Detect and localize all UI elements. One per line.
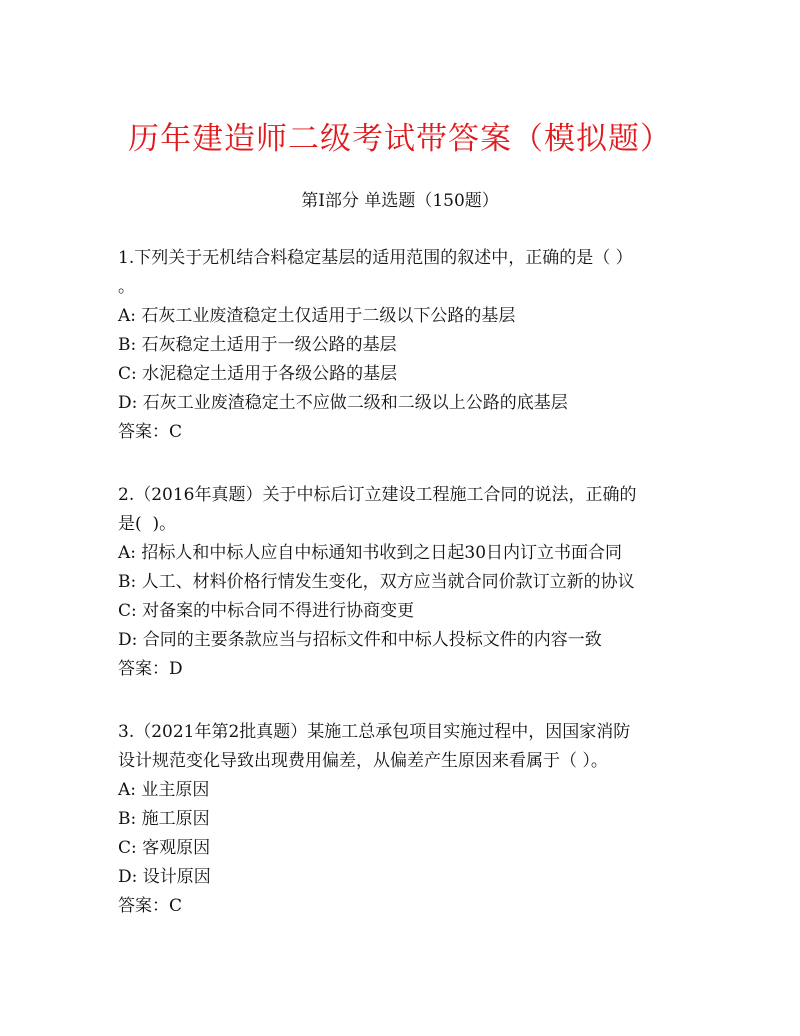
option-b: B: 石灰稳定土适用于一级公路的基层: [118, 335, 397, 355]
option-d: D: 合同的主要条款应当与招标文件和中标人投标文件的内容一致: [118, 630, 602, 650]
option-c: C: 客观原因: [118, 838, 211, 858]
answer: 答案：C: [118, 896, 183, 916]
option-b: B: 施工原因: [118, 809, 210, 829]
option-a: A: 业主原因: [118, 780, 210, 800]
answer: 答案：C: [118, 422, 183, 442]
option-a: A: 石灰工业废渣稳定土仅适用于二级以下公路的基层: [118, 306, 516, 326]
question-list: [118, 244, 688, 955]
answer: 答案：D: [118, 659, 183, 679]
question-stem: 1.下列关于无机结合料稳定基层的适用范围的叙述中，正确的是（ ） 。: [118, 248, 633, 297]
section-title: 第Ⅰ部分 单选题（150题）: [301, 191, 499, 211]
option-c: C: 水泥稳定土适用于各级公路的基层: [118, 364, 398, 384]
question-3: [118, 718, 688, 921]
option-d: D: 设计原因: [118, 867, 211, 887]
document-title: 历年建造师二级考试带答案（模拟题）: [128, 121, 672, 157]
question-2: [118, 481, 688, 684]
question-stem: 3.（2021年第2批真题）某施工总承包项目实施过程中，因国家消防 设计规范变化导致出现费用偏差，从偏差产生原因来看属于（ ）。: [118, 722, 631, 771]
question-stem: 2.（2016年真题）关于中标后订立建设工程施工合同的说法，正确的 是( )。: [118, 485, 637, 534]
option-d: D: 石灰工业废渣稳定土不应做二级和二级以上公路的底基层: [118, 393, 568, 413]
option-c: C: 对备案的中标合同不得进行协商变更: [118, 601, 415, 621]
option-b: B: 人工、材料价格行情发生变化，双方应当就合同价款订立新的协议: [118, 572, 635, 592]
option-a: A: 招标人和中标人应自中标通知书收到之日起30日内订立书面合同: [118, 543, 623, 563]
question-1: [118, 244, 688, 447]
